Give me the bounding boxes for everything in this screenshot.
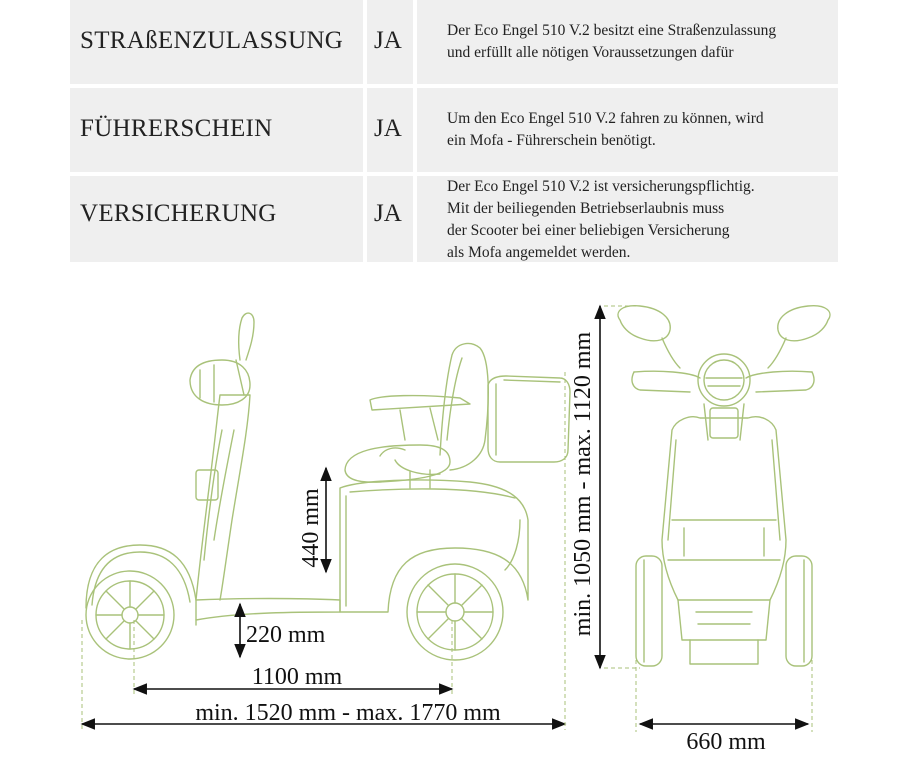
- spec-label: STRAßENZULASSUNG: [80, 27, 344, 54]
- wheelbase-label: 1100 mm: [251, 664, 343, 690]
- rear-wheel-icon: [407, 564, 503, 660]
- rear-box: [488, 376, 570, 462]
- front-view: [618, 306, 830, 666]
- front-body: [662, 417, 786, 600]
- right-front-wheel-icon: [786, 556, 812, 666]
- spec-value: JA: [374, 115, 402, 142]
- left-front-wheel-icon: [636, 556, 662, 666]
- spec-label: FÜHRERSCHEIN: [80, 115, 273, 142]
- front-headlight-icon: [698, 354, 750, 406]
- rear-body: [340, 480, 528, 612]
- extension-lines: [82, 306, 812, 732]
- dimension-lines: [82, 306, 808, 724]
- ground-clearance-label: 220 mm: [246, 622, 326, 648]
- armrest: [370, 396, 470, 410]
- spec-description-line: ein Mofa - Führerschein benötigt.: [447, 132, 656, 149]
- handlebar: [634, 371, 812, 378]
- length-label: min. 1520 mm - max. 1770 mm: [195, 700, 501, 726]
- spec-label: VERSICHERUNG: [80, 200, 277, 227]
- spec-value: JA: [374, 200, 402, 227]
- front-fender: [86, 545, 196, 625]
- height-label: min. 1050 mm - max. 1120 mm: [570, 331, 596, 637]
- spec-description-line: Der Eco Engel 510 V.2 besitzt eine Straßenzulassung: [447, 22, 777, 39]
- spec-description-line: der Scooter bei einer beliebigen Versicherung: [447, 222, 730, 239]
- spec-description-line: Mit der beiliegenden Betriebserlaubnis muss: [447, 200, 725, 217]
- front-wheel-icon: [86, 571, 174, 659]
- spec-description-line: als Mofa angemeldet werden.: [447, 244, 631, 261]
- front-column: [196, 395, 250, 600]
- floor-board: [196, 599, 340, 621]
- right-mirror-icon: [778, 306, 830, 341]
- width-label: 660 mm: [686, 729, 766, 755]
- spec-description-line: Um den Eco Engel 510 V.2 fahren zu können, wird: [447, 110, 764, 127]
- spec-value: JA: [374, 27, 402, 54]
- side-view: [86, 313, 570, 660]
- spec-description-line: Der Eco Engel 510 V.2 ist versicherungspflichtig.: [447, 178, 755, 195]
- mirror-icon: [239, 313, 254, 360]
- seat-height-label: 440 mm: [298, 488, 324, 568]
- spec-description-line: und erfüllt alle nötigen Voraussetzungen dafür: [447, 44, 734, 61]
- left-mirror-icon: [618, 306, 670, 341]
